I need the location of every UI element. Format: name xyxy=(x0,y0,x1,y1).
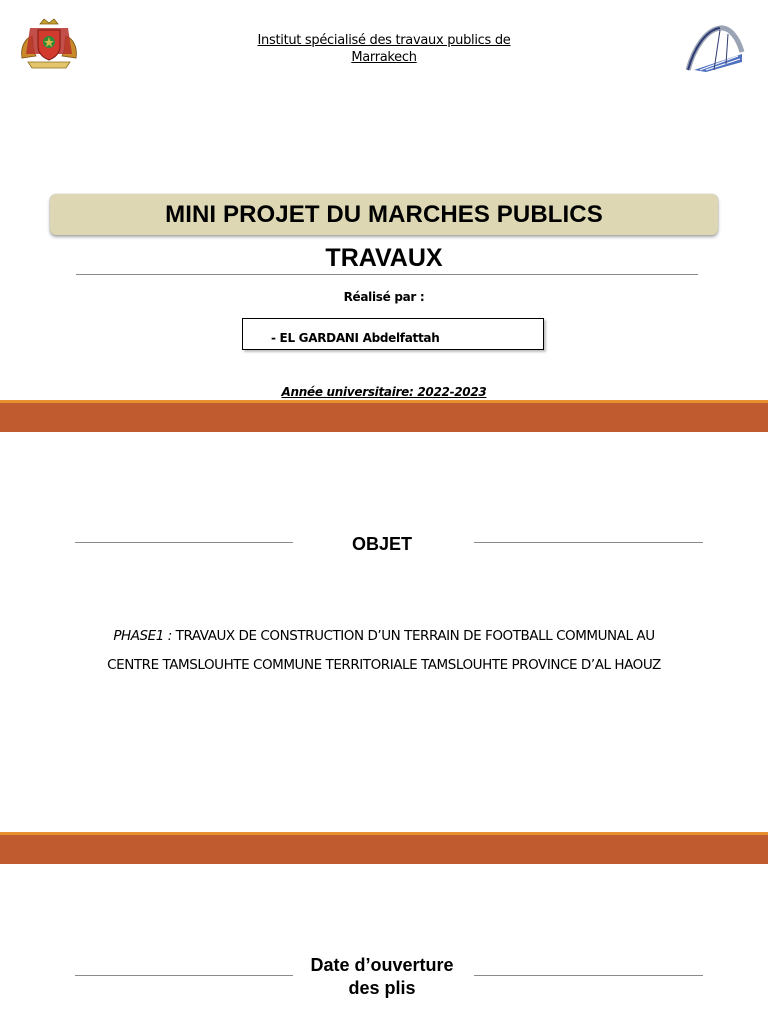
description-text-line1: TRAVAUX DE CONSTRUCTION D’UN TERRAIN DE FOOTBALL COMMUNAL AU xyxy=(175,628,655,644)
objet-heading: OBJET xyxy=(351,534,412,554)
opening-heading-line2: des plis xyxy=(348,978,416,998)
realise-label: Réalisé par : xyxy=(343,290,425,304)
divider-line xyxy=(76,274,698,275)
opening-divider-left xyxy=(75,975,293,976)
institute-name-line2: Marrakech xyxy=(351,50,417,65)
opening-heading-line1: Date d’ouverture xyxy=(310,955,454,975)
description-text-line2: CENTRE TAMSLOUHTE COMMUNE TERRITORIALE TAMSLOUHTE PROVINCE D’AL HAOUZ xyxy=(107,657,661,673)
orange-band-top xyxy=(0,400,768,432)
bridge-logo-icon xyxy=(684,24,746,74)
orange-band-bottom xyxy=(0,832,768,864)
royal-coat-of-arms-icon xyxy=(18,16,80,70)
institute-name-line1: Institut spécialisé des travaux publics de xyxy=(257,33,511,48)
objet-divider-right xyxy=(474,542,703,543)
objet-description xyxy=(60,622,708,680)
phase-label: PHASE1 : xyxy=(113,628,172,644)
opening-date-heading xyxy=(296,954,468,1000)
document-subtitle: TRAVAUX xyxy=(325,244,443,272)
author-name: - EL GARDANI Abdelfattah xyxy=(271,331,440,345)
opening-divider-right xyxy=(474,975,703,976)
objet-divider-left xyxy=(75,542,293,543)
academic-year: Année universitaire: 2022-2023 xyxy=(281,385,487,399)
objet-description-line1 xyxy=(60,622,708,651)
institute-name xyxy=(214,32,554,66)
author-box xyxy=(242,318,544,350)
document-title: MINI PROJET DU MARCHES PUBLICS xyxy=(165,200,603,228)
title-banner xyxy=(50,194,718,235)
